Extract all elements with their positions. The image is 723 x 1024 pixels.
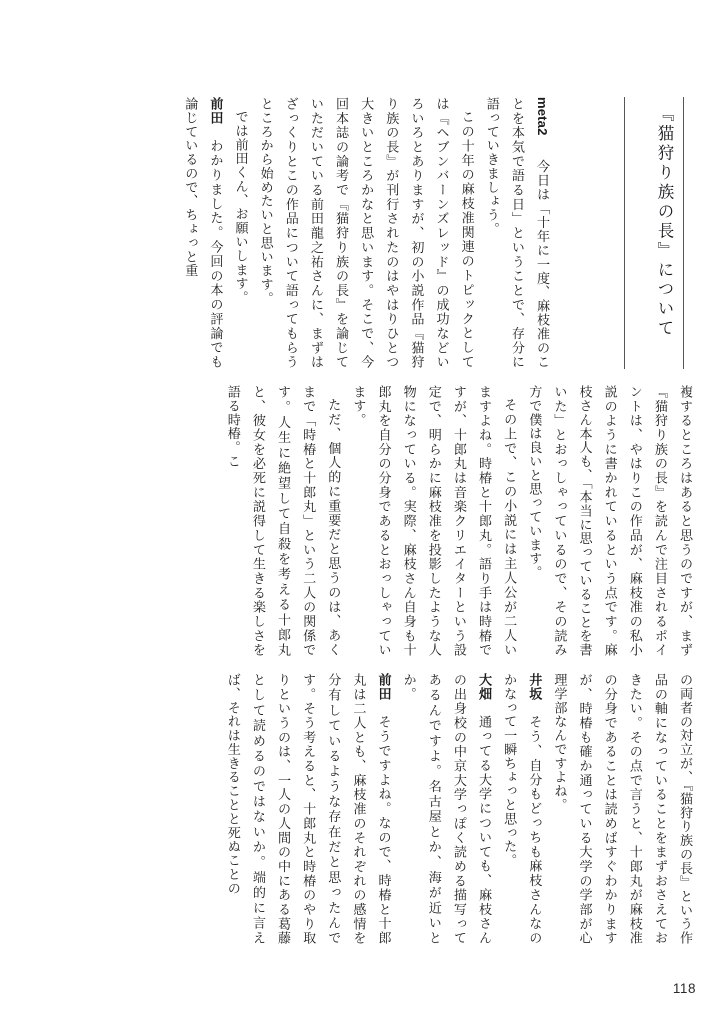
paragraph-text: わかりました。今回の本の評論でも論じているので、ちょっと重 (183, 97, 224, 369)
paragraph (480, 97, 555, 369)
text-block-middle (105, 385, 698, 657)
paragraph-text: この十年の麻枝准関連のトピックとしては『ヘブンバーンズレッド』の成功などいろいろとありますが、初の小説作品『猫狩り族の長』が刊行されたのはやはりひとつ大きいところかなと思います。そこで、今回本誌の論考で『猫狩り族の長』を論じていただいている前田龍之祐さんに、まずはざっくりとこの作品について語ってもらうところから始めたいと思います。 (258, 97, 475, 369)
paragraph-text: そうですよね。なので、時椿と十郎丸は二人とも、麻枝准のそれぞれの感情を分有しているような存在だと思ったんです。そう考えると、十郎丸と時椿のやり取りというのは、一人の人間の中にある葛藤として読めるのではないか。端的に言えば、それは生きることと死ぬことの (225, 673, 392, 945)
speaker-name: meta2 (535, 97, 550, 136)
text-block-bottom (105, 673, 698, 945)
paragraph-text: 通ってる大学についても、麻枝さんの出身校の中京大学っぽく読める描写ってあるんですよ。名古屋とか、海が近いとか。 (401, 673, 492, 945)
paragraph (228, 97, 253, 369)
paragraph-text: 複するところはあると思うのですが、まず『猫狩り族の長』を読んで注目されるポイントは、やはりこの作品が、麻枝准の私小説のように書かれているという点です。麻枝さん本人も、「本当に思っていることを書いた」とおっしゃっているので、その読み方で僕は良いと思っています。 (527, 385, 693, 657)
paragraph (397, 673, 498, 945)
page-title: 『猫狩り族の長』について (655, 105, 674, 339)
paragraph (522, 385, 698, 657)
paragraph-text: では前田くん、お願いします。 (233, 110, 249, 305)
paragraph-text: その上で、この小説には主人公が二人いますよね。時椿と十郎丸。語り手は時椿ですが、十郎丸は音楽クリエイターという設定で、明らかに麻枝准を投影したような人物になっている。実際、麻枝さん自身も十郎丸を自分の分身であるとおっしゃっています。 (351, 385, 518, 657)
title-rule-right (683, 97, 684, 369)
speaker-name: 大畑 (477, 673, 492, 701)
paragraph (254, 97, 480, 369)
paragraph-text: そう、自分もどっちも麻枝さんなのかなって一瞬ちょっと思った。 (502, 673, 543, 945)
speaker-name: 井坂 (527, 673, 543, 701)
title-area (563, 97, 698, 369)
paragraph (346, 385, 522, 657)
speaker-name: 前田 (376, 673, 392, 701)
paragraph (221, 385, 347, 657)
paragraph (547, 673, 698, 945)
text-block-top (105, 97, 555, 369)
page-number: 118 (672, 981, 696, 996)
paragraph-text: の両者の対立が、『猫狩り族の長』という作品の軸になっていることをまずおさえておきたい。その点で言うと、十郎丸が麻枝准の分身であることは読めばすぐわかりますが、時椿も確か通っている大学の学部が心理学部なんですよね。 (552, 673, 693, 945)
paragraph-text: 今日は「十年に一度、麻枝准のことを本気で語る日」ということで、存分に語っていきましょう。 (484, 97, 550, 369)
paragraph (497, 673, 547, 945)
title-rule-left (624, 97, 625, 369)
speaker-name: 前田 (208, 97, 224, 125)
paragraph-text: ただ、個人的に重要だと思うのは、あくまで「時椿と十郎丸」という二人の関係です。人生に絶望して自殺を考える十郎丸と、彼女を必死に説得して生きる楽しさを語る時椿。こ (225, 385, 342, 657)
paragraph (178, 97, 228, 369)
paragraph (221, 673, 397, 945)
